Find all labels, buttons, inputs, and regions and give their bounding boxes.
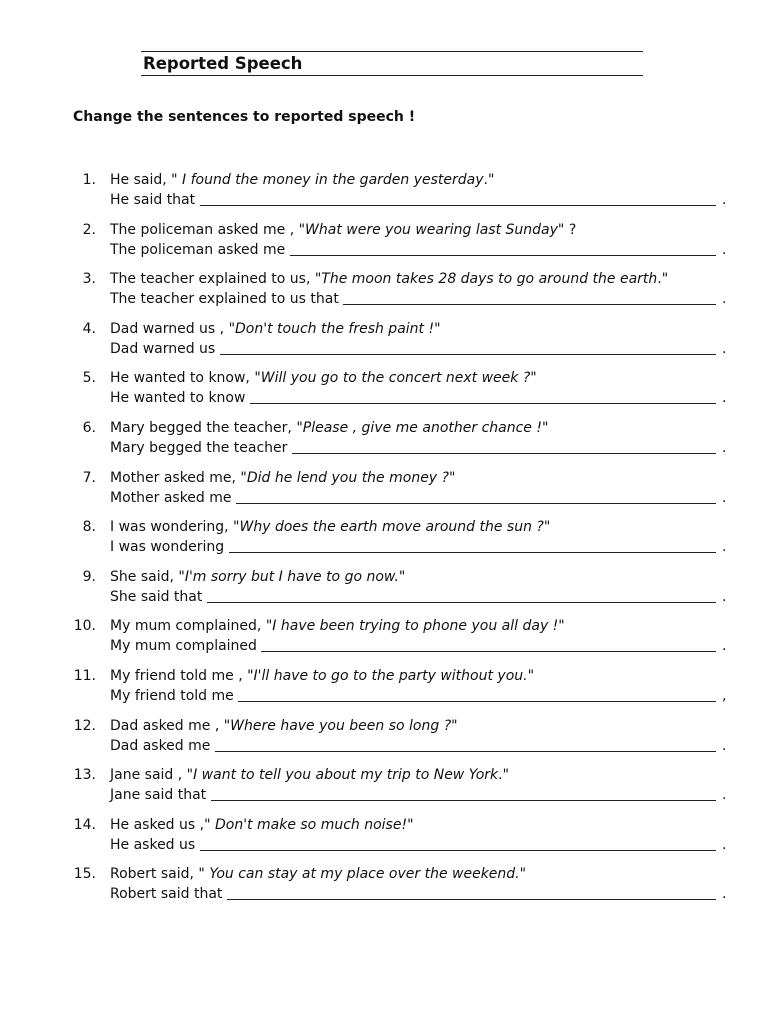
- answer-line: [110, 785, 730, 805]
- answer-blank[interactable]: [220, 354, 716, 355]
- answer-end-punctuation: .: [722, 787, 727, 804]
- question-sentence: [110, 815, 414, 835]
- question-sentence: [110, 368, 537, 388]
- quoted-speech: I want to tell you about my trip to New York: [193, 767, 499, 784]
- exercise-item: [0, 616, 768, 660]
- answer-end-punctuation: .: [722, 737, 727, 754]
- answer-stem: Dad warned us: [110, 340, 216, 357]
- answer-blank[interactable]: [207, 602, 716, 603]
- answer-blank[interactable]: [343, 304, 716, 305]
- question-sentence: [110, 567, 405, 587]
- question-sentence: [110, 418, 548, 438]
- question-end: ": [543, 519, 551, 536]
- item-number: 15.: [73, 866, 96, 883]
- question-lead: He wanted to know, ": [110, 370, 261, 387]
- quoted-speech: Did he lend you the money ?: [246, 469, 449, 486]
- exercise-item: [0, 716, 768, 760]
- answer-end-punctuation: .: [722, 390, 727, 407]
- answer-line: [110, 289, 730, 309]
- question-end: .": [498, 767, 510, 784]
- item-number: 2.: [82, 221, 96, 238]
- answer-line: [110, 884, 730, 904]
- answer-line: [110, 488, 730, 508]
- answer-end-punctuation: .: [722, 539, 727, 556]
- question-sentence: [110, 468, 455, 488]
- question-sentence: [110, 666, 534, 686]
- item-number: 6.: [82, 420, 96, 436]
- answer-end-punctuation: .: [722, 489, 727, 506]
- answer-blank[interactable]: [211, 800, 716, 801]
- exercise-item: [0, 815, 768, 859]
- answer-line: [110, 587, 730, 607]
- item-number: 9.: [82, 568, 96, 585]
- question-sentence: [110, 716, 458, 736]
- question-lead: He said, ": [110, 172, 183, 188]
- question-end: .": [657, 271, 669, 288]
- answer-blank[interactable]: [227, 899, 716, 900]
- answer-end-punctuation: .: [722, 638, 727, 655]
- answer-blank[interactable]: [200, 850, 716, 851]
- answer-stem: Mary begged the teacher: [110, 440, 288, 456]
- question-lead: Jane said , ": [110, 767, 194, 784]
- item-number: 3.: [82, 271, 96, 288]
- item-number: 10.: [73, 618, 96, 635]
- item-number: 11.: [73, 668, 96, 684]
- question-lead: Mother asked me, ": [110, 469, 247, 486]
- answer-stem: Mother asked me: [110, 489, 232, 506]
- answer-blank[interactable]: [292, 453, 716, 454]
- quoted-speech: I'll have to go to the party without you.": [253, 668, 535, 684]
- answer-blank[interactable]: [236, 503, 716, 504]
- exercise-item: [0, 220, 768, 264]
- answer-line: [110, 736, 730, 756]
- question-sentence: [110, 517, 550, 537]
- item-number: 1.: [82, 172, 96, 188]
- answer-line: [110, 339, 730, 359]
- quoted-speech: Please , give me another chance !": [302, 420, 549, 436]
- instruction: Change the sentences to reported speech !: [73, 109, 416, 125]
- answer-line: [110, 537, 730, 557]
- item-number: 12.: [73, 717, 96, 734]
- exercise-item: [0, 468, 768, 512]
- question-lead: The policeman asked me , ": [110, 221, 306, 238]
- exercise-item: [0, 418, 768, 462]
- page-title: Reported Speech: [143, 54, 303, 73]
- question-lead: Dad warned us , ": [110, 320, 236, 337]
- exercise-item: [0, 170, 768, 214]
- quoted-speech: Where have you been so long ?": [230, 717, 458, 734]
- exercise-item: [0, 319, 768, 363]
- question-lead: Dad asked me , ": [110, 717, 231, 734]
- answer-stem: He asked us: [110, 836, 196, 853]
- question-sentence: [110, 319, 441, 339]
- question-lead: I was wondering, ": [110, 519, 240, 536]
- quoted-speech: I'm sorry but I have to go now.": [184, 568, 406, 585]
- answer-stem: I was wondering: [110, 539, 225, 556]
- answer-end-punctuation: .: [722, 241, 727, 258]
- answer-blank[interactable]: [200, 205, 716, 206]
- quoted-speech: Why does the earth move around the sun ?: [239, 519, 544, 536]
- question-end: ": [558, 618, 565, 635]
- item-number: 8.: [82, 519, 96, 536]
- question-lead: Robert said, ": [110, 866, 210, 883]
- question-sentence: [110, 170, 494, 190]
- quoted-speech: Don't touch the fresh paint !": [235, 320, 441, 337]
- answer-end-punctuation: .: [722, 836, 727, 853]
- answer-stem: She said that: [110, 588, 203, 605]
- answer-blank[interactable]: [290, 255, 716, 256]
- answer-line: [110, 636, 730, 656]
- answer-stem: He wanted to know: [110, 390, 246, 407]
- answer-blank[interactable]: [215, 751, 716, 752]
- answer-end-punctuation: ,: [722, 688, 727, 704]
- question-lead: My mum complained, ": [110, 618, 273, 635]
- answer-stem: Robert said that: [110, 886, 223, 903]
- item-number: 5.: [82, 370, 96, 387]
- quoted-speech: What were you wearing last Sunday": [305, 221, 565, 238]
- answer-blank[interactable]: [238, 701, 716, 702]
- question-sentence: [110, 616, 565, 636]
- quoted-speech: The moon takes 28 days to go around the earth: [321, 271, 658, 288]
- title-top-rule: [141, 51, 643, 52]
- answer-stem: Dad asked me: [110, 737, 211, 754]
- question-lead: The teacher explained to us, ": [110, 271, 322, 288]
- exercise-item: [0, 269, 768, 313]
- exercise-item: [0, 864, 768, 908]
- answer-stem: The policeman asked me: [110, 241, 286, 258]
- question-end: ?: [564, 221, 577, 238]
- exercise-item: [0, 517, 768, 561]
- quoted-speech: I have been trying to phone you all day !: [272, 618, 559, 635]
- answer-blank[interactable]: [261, 651, 716, 652]
- answer-blank[interactable]: [250, 403, 716, 404]
- question-sentence: [110, 765, 509, 785]
- question-lead: He asked us ,": [110, 816, 215, 833]
- answer-blank[interactable]: [229, 552, 716, 553]
- question-lead: She said, ": [110, 568, 185, 585]
- question-lead: My friend told me , ": [110, 668, 254, 684]
- question-end: .": [483, 172, 495, 188]
- answer-stem: The teacher explained to us that: [110, 291, 339, 308]
- answer-line: [110, 388, 730, 408]
- answer-line: [110, 686, 730, 706]
- answer-stem: My friend told me: [110, 688, 234, 704]
- answer-stem: My mum complained: [110, 638, 257, 655]
- answer-line: [110, 240, 730, 260]
- answer-line: [110, 438, 730, 458]
- quoted-speech: I found the money in the garden yesterday: [182, 172, 484, 188]
- question-end: ": [448, 469, 456, 486]
- question-lead: Mary begged the teacher, ": [110, 420, 303, 436]
- answer-stem: He said that: [110, 192, 196, 208]
- question-sentence: [110, 864, 526, 884]
- answer-line: [110, 190, 730, 210]
- answer-end-punctuation: .: [722, 588, 727, 605]
- item-number: 13.: [73, 767, 96, 784]
- question-sentence: [110, 269, 668, 289]
- item-number: 7.: [82, 469, 96, 486]
- answer-end-punctuation: .: [722, 440, 727, 456]
- question-sentence: [110, 220, 576, 240]
- answer-end-punctuation: .: [722, 291, 727, 308]
- quoted-speech: You can stay at my place over the weekend.": [209, 866, 527, 883]
- exercise-item: [0, 765, 768, 809]
- answer-end-punctuation: .: [722, 192, 727, 208]
- exercise-item: [0, 666, 768, 710]
- answer-end-punctuation: .: [722, 340, 727, 357]
- exercise-item: [0, 567, 768, 611]
- answer-end-punctuation: .: [722, 886, 727, 903]
- title-block: [141, 53, 643, 76]
- answer-stem: Jane said that: [110, 787, 207, 804]
- answer-line: [110, 835, 730, 855]
- item-number: 4.: [82, 320, 96, 337]
- quoted-speech: Don't make so much noise!": [214, 816, 414, 833]
- item-number: 14.: [73, 816, 96, 833]
- quoted-speech: Will you go to the concert next week ?": [260, 370, 537, 387]
- exercise-item: [0, 368, 768, 412]
